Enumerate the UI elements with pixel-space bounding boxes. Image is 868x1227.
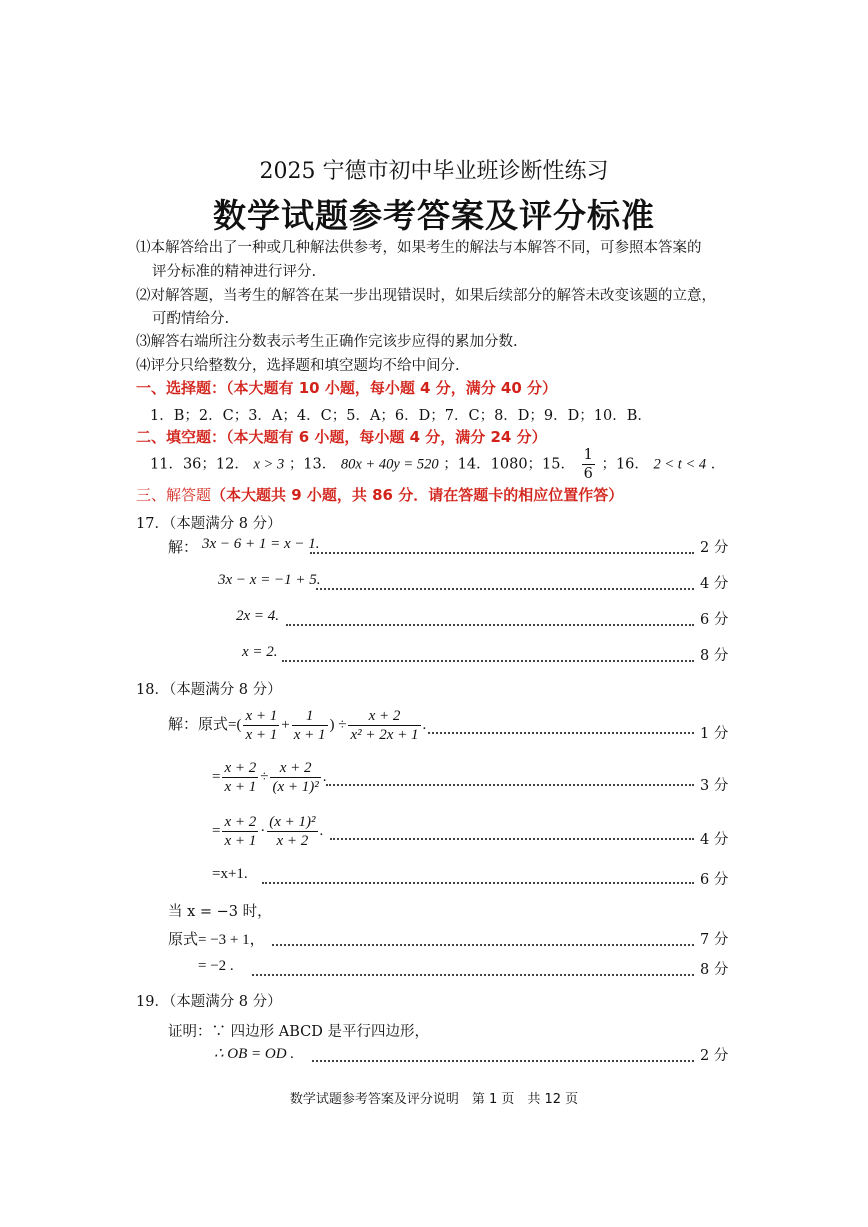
fraction-numerator: x + 2 <box>270 759 320 778</box>
answer-12-expr: x > 3 <box>253 456 285 473</box>
q19-step-1-expr: ∴ OB = OD . <box>214 1046 295 1062</box>
answer-16-label: ；16． <box>601 456 649 473</box>
fraction-denominator: x² + 2x + 1 <box>350 727 419 743</box>
q17-step-1-expr: 3x − 6 + 1 = x − 1. <box>202 536 320 552</box>
fraction <box>243 707 279 744</box>
fraction-denominator: x + 2 <box>276 833 309 849</box>
fraction-denominator: x + 1 <box>293 727 326 743</box>
exam-subtitle: 2025 宁德市初中毕业班诊断性练习 <box>259 159 609 184</box>
q18-step-4 <box>0 866 868 894</box>
fraction <box>348 707 420 744</box>
q19-title: 19．（本题满分 8 分） <box>136 994 282 1010</box>
fraction-denominator: x + 1 <box>245 727 278 743</box>
equals-sign: = <box>212 822 221 839</box>
leader-dots <box>272 944 694 946</box>
answers-14-15: ；14．1080；15． <box>443 456 575 473</box>
q18-step-4-score: 6 分 <box>700 872 729 888</box>
q17-step-4-score: 8 分 <box>700 648 729 664</box>
q18-step-5-expr: 原式= −3 + 1， <box>168 932 265 948</box>
section-1-heading: 一、选择题：（本大题有 10 小题，每小题 4 分，满分 40 分） <box>136 379 558 397</box>
divide-sign: ÷ <box>260 768 269 785</box>
fraction <box>292 707 328 744</box>
page-footer: 数学试题参考答案及评分说明 第 1 页 共 12 页 <box>289 1092 579 1107</box>
q18-title: 18．（本题满分 8 分） <box>136 682 282 698</box>
fraction-numerator: x + 2 <box>348 707 420 726</box>
fraction-numerator: x + 1 <box>245 708 278 724</box>
note-3: ⑶解答右端所注分数表示考生正确作完该步应得的累加分数. <box>136 334 518 350</box>
q17-step-2-expr: 3x − x = −1 + 5. <box>218 572 321 588</box>
q18-step-4-expr: =x+1. <box>212 866 248 882</box>
q17-step-3 <box>0 608 868 636</box>
q17-step-4 <box>0 644 868 672</box>
q18-step-1 <box>0 704 868 748</box>
section-3-rest: （本大题共 9 小题，共 86 分．请在答题卡的相应位置作答） <box>211 486 624 504</box>
q18-step-3-score: 4 分 <box>700 832 729 848</box>
q18-step-6-score: 8 分 <box>700 962 729 978</box>
fraction-denominator: 6 <box>583 466 593 482</box>
fraction-numerator: x + 2 <box>224 814 257 830</box>
plus-sign: + <box>281 716 290 733</box>
answer-15-fraction <box>582 446 595 483</box>
note-1: ⑴本解答给出了一种或几种解法供参考，如果考生的解法与本解答不同，可参照本答案的 <box>136 240 702 256</box>
q18-step-3-expr <box>212 813 323 850</box>
q18-step-5 <box>0 928 868 956</box>
leader-dots <box>326 784 694 786</box>
q18-step-2 <box>0 756 868 800</box>
q17-step-3-expr: 2x = 4. <box>236 608 280 624</box>
leader-dots <box>286 624 694 626</box>
page-title: 数学试题参考答案及评分标准 <box>213 196 655 235</box>
section-3-prefix: 三、解答题 <box>136 486 212 504</box>
fraction-denominator: (x + 1)² <box>272 779 319 795</box>
equals-sign: = <box>212 768 221 785</box>
fraction-numerator: x + 2 <box>224 760 257 776</box>
fraction-denominator: x + 1 <box>224 833 257 849</box>
q18-step-5-score: 7 分 <box>700 932 729 948</box>
leader-dots <box>262 882 694 884</box>
period: . <box>319 822 324 839</box>
q17-step-1-score: 2 分 <box>700 540 729 556</box>
answers-11-12: 11．36；12． <box>150 456 249 473</box>
period: . <box>322 768 327 785</box>
answer-16-expr: 2 < t < 4 <box>653 456 707 473</box>
q18-step-6 <box>0 958 868 986</box>
multiply-dot: · <box>260 822 266 839</box>
leader-dots <box>428 732 694 734</box>
leader-dots <box>330 838 694 840</box>
fraction-denominator: x + 1 <box>224 779 257 795</box>
leader-dots <box>252 974 694 976</box>
q17-step-2 <box>0 572 868 600</box>
q18-step-2-score: 3 分 <box>700 778 729 794</box>
period: . <box>422 716 427 733</box>
q19-proof-start: 证明：∵ 四边形 ABCD 是平行四边形， <box>168 1024 429 1040</box>
leader-dots <box>310 552 694 554</box>
q18-substitution: 当 x = −3 时， <box>168 904 272 920</box>
note-1-continued: 评分标准的精神进行评分. <box>152 264 317 280</box>
section-1-answers: 1．B；2．C；3．A；4．C；5．A；6．D；7．C；8．D；9．D；10．B． <box>150 408 652 424</box>
fraction <box>270 759 320 796</box>
leader-dots <box>312 1060 694 1062</box>
fraction-numerator: 1 <box>583 447 593 463</box>
answer-end: ． <box>710 456 726 473</box>
q19-step-1-score: 2 分 <box>700 1048 729 1064</box>
q17-title: 17．（本题满分 8 分） <box>136 516 282 532</box>
q19-step-1 <box>0 1044 868 1072</box>
fraction <box>222 759 258 796</box>
q18-step-6-expr: = −2 . <box>198 958 234 974</box>
leader-dots <box>316 588 694 590</box>
close-paren-divide: ) ÷ <box>329 716 347 733</box>
q18-step-1-expr <box>168 707 426 744</box>
section-2-heading: 二、填空题：（本大题有 6 小题，每小题 4 分，满分 24 分） <box>136 428 547 446</box>
section-3-heading <box>136 484 623 505</box>
q18-step-2-expr <box>212 759 327 796</box>
leader-dots <box>282 660 694 662</box>
fraction <box>222 813 258 850</box>
note-4: ⑷评分只给整数分，选择题和填空题均不给中间分. <box>136 358 460 374</box>
q17-step-3-score: 6 分 <box>700 612 729 628</box>
answer-13-label: ；13． <box>288 456 337 473</box>
fraction-numerator: (x + 1)² <box>269 814 316 830</box>
q17-step-4-expr: x = 2. <box>242 644 278 660</box>
q18-solution-label: 解：原式=( <box>168 716 242 733</box>
fraction-numerator: 1 <box>292 707 328 726</box>
q18-step-1-score: 1 分 <box>700 726 729 742</box>
fraction <box>267 813 317 850</box>
q17-solution-label: 解： <box>168 540 199 556</box>
q18-step-3 <box>0 810 868 854</box>
note-2: ⑵对解答题，当考生的解答在某一步出现错误时，如果后续部分的解答未改变该题的立意， <box>136 288 716 304</box>
q17-step-1 <box>0 536 868 564</box>
q17-step-2-score: 4 分 <box>700 576 729 592</box>
answer-13-expr: 80x + 40y = 520 <box>340 456 439 473</box>
section-2-answers <box>150 446 725 483</box>
note-2-continued: 可酌情给分. <box>152 311 230 327</box>
